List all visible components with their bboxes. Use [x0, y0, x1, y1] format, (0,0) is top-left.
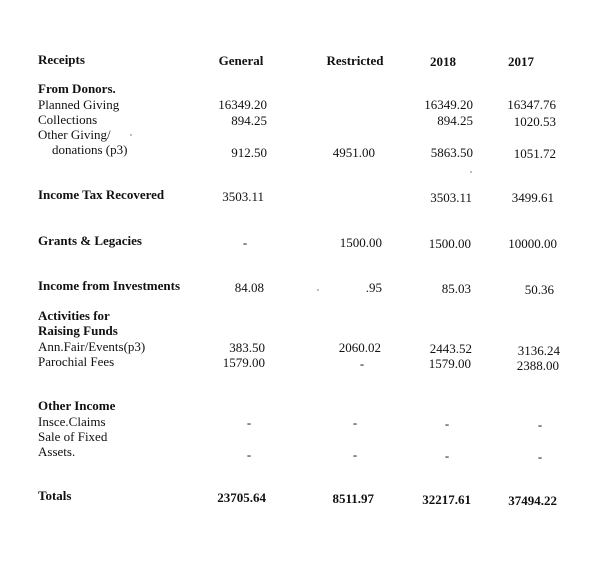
insce-claims-general: - — [246, 415, 252, 430]
header-receipts: Receipts — [38, 52, 85, 67]
sale-fixed-2018: - — [444, 448, 450, 463]
other-giving-2017: 1051.72 — [513, 146, 556, 161]
investments-general: 84.08 — [234, 280, 264, 295]
section-from-donors: From Donors. — [38, 81, 116, 96]
insce-claims-restricted: - — [352, 415, 358, 430]
sale-fixed-2017: - — [537, 449, 543, 464]
totals-2018: 32217.61 — [422, 492, 471, 507]
row-label-donations: donations (p3) — [52, 142, 128, 157]
grants-restricted: 1500.00 — [339, 235, 382, 250]
row-label-collections: Collections — [38, 112, 98, 127]
totals-general: 23705.64 — [217, 490, 266, 505]
sale-fixed-restricted: - — [352, 447, 358, 462]
planned-giving-2017: 16347.76 — [507, 97, 556, 112]
header-2017: 2017 — [508, 54, 534, 69]
parochial-fees-restricted: - — [359, 356, 365, 371]
section-totals: Totals — [38, 488, 72, 503]
ann-fair-2017: 3136.24 — [517, 343, 560, 358]
scan-speck — [317, 289, 319, 291]
section-other-income: Other Income — [38, 398, 116, 413]
ann-fair-general: 383.50 — [229, 340, 265, 355]
row-label-insce-claims: Insce.Claims — [38, 414, 106, 429]
row-label-assets: Assets. — [38, 444, 76, 459]
ann-fair-restricted: 2060.02 — [338, 340, 381, 355]
totals-2017: 37494.22 — [508, 493, 557, 508]
ann-fair-2018: 2443.52 — [429, 341, 472, 356]
collections-2018: 894.25 — [437, 113, 473, 128]
scan-speck — [470, 171, 472, 173]
investments-restricted: .95 — [365, 280, 382, 295]
income-tax-2017: 3499.61 — [511, 190, 554, 205]
totals-restricted: 8511.97 — [332, 491, 374, 506]
investments-2018: 85.03 — [441, 281, 471, 296]
investments-2017: 50.36 — [524, 282, 554, 297]
header-2018: 2018 — [430, 54, 456, 69]
grants-2018: 1500.00 — [428, 236, 471, 251]
planned-giving-2018: 16349.20 — [424, 97, 473, 112]
section-income-tax: Income Tax Recovered — [38, 187, 165, 202]
planned-giving-general: 16349.20 — [218, 97, 267, 112]
collections-2017: 1020.53 — [513, 114, 556, 129]
row-label-parochial-fees: Parochial Fees — [38, 354, 115, 369]
insce-claims-2018: - — [444, 416, 450, 431]
row-label-sale-of-fixed: Sale of Fixed — [38, 429, 108, 444]
row-label-planned-giving: Planned Giving — [38, 97, 120, 112]
scan-speck — [130, 134, 132, 136]
section-grants: Grants & Legacies — [38, 233, 142, 248]
section-activities-line2: Raising Funds — [38, 323, 118, 338]
grants-2017: 10000.00 — [508, 236, 557, 251]
row-label-other-giving: Other Giving/ — [38, 127, 111, 142]
header-restricted: Restricted — [326, 53, 384, 68]
header-general: General — [218, 53, 264, 68]
income-tax-2018: 3503.11 — [430, 190, 472, 205]
parochial-fees-general: 1579.00 — [222, 355, 265, 370]
other-giving-general: 912.50 — [231, 145, 267, 160]
section-investments: Income from Investments — [38, 278, 181, 293]
grants-general: - — [242, 235, 248, 250]
section-activities-line1: Activities for — [38, 308, 110, 323]
collections-general: 894.25 — [231, 113, 267, 128]
other-giving-restricted: 4951.00 — [332, 145, 375, 160]
other-giving-2018: 5863.50 — [430, 145, 473, 160]
row-label-ann-fair: Ann.Fair/Events(p3) — [38, 339, 146, 354]
income-tax-general: 3503.11 — [222, 189, 264, 204]
parochial-fees-2018: 1579.00 — [428, 356, 471, 371]
sale-fixed-general: - — [246, 447, 252, 462]
insce-claims-2017: - — [537, 417, 543, 432]
parochial-fees-2017: 2388.00 — [516, 358, 559, 373]
